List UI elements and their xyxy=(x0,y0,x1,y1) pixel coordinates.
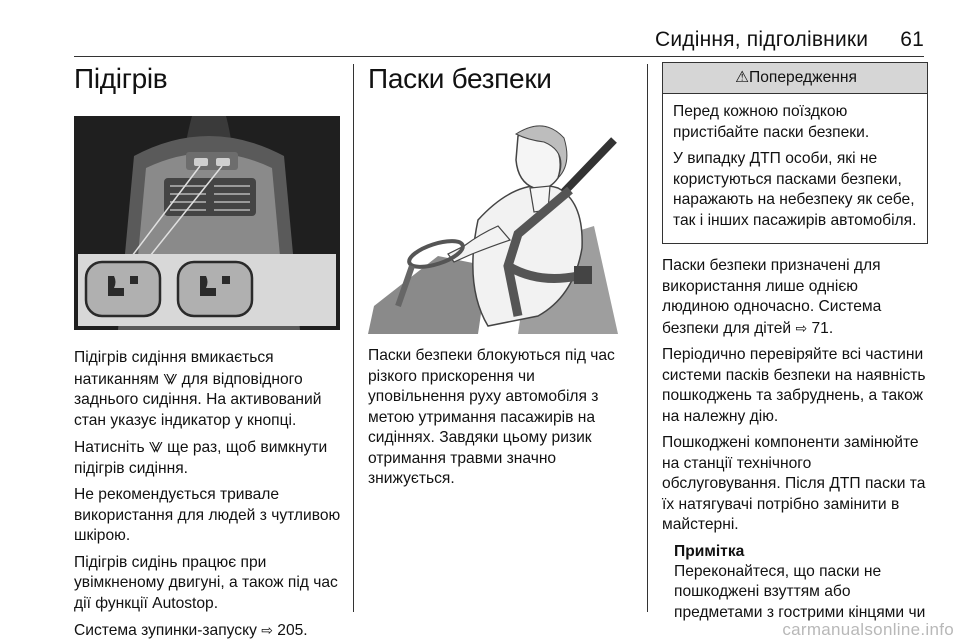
warning-body xyxy=(663,94,927,243)
paragraph-heating-3: Не рекомендується тривале використання для людей з чутливою шкірою. xyxy=(74,486,341,544)
warning-title: Попередження xyxy=(749,69,857,86)
column-warning xyxy=(662,62,928,629)
warning-triangle-icon: ⚠ xyxy=(735,69,750,86)
running-head xyxy=(655,28,924,52)
paragraph-heating-2: Натисніть ⨈ ще раз, щоб вимкнути підігрів сидіння. xyxy=(74,439,328,477)
warning-header xyxy=(663,63,927,94)
paragraph-belts-3: Пошкоджені компоненти замінюйте на станції технічного обслуговування. Після ДТП паски та їх натягувачі потрібно замінити в майстерні. xyxy=(662,434,926,533)
paragraph-belts-1: Паски безпеки призначені для використання лише однією людиною одночасно. Система безпеки для дітей ⇨ 71. xyxy=(662,257,882,337)
watermark: carmanualsonline.info xyxy=(782,620,954,639)
column-divider-1 xyxy=(353,64,354,612)
paragraph-belts-2: Періодично перевіряйте всі частини системи пасків безпеки на наявність пошкоджень та забруднень, а також на належну дію. xyxy=(662,346,926,425)
column-seat-belts xyxy=(368,62,634,496)
paragraph-heating-1: Підігрів сидіння вмикається натиканням ⨈ для відповідного заднього сидіння. На активований стан указує індикатор у кнопці. xyxy=(74,349,322,429)
note-title: Примітка xyxy=(674,542,745,560)
column-divider-2 xyxy=(647,64,648,612)
paragraph-heating-4: Підігрів сидінь працює при увімкненому двигуні, а також під час дії функції Autostop. xyxy=(74,553,338,612)
heated-seat-icon: ⨈ xyxy=(148,439,163,455)
paragraph-seat-belts: Паски безпеки блокуються під час різкого прискорення чи уповільнення руху автомобіля з метою утримання пасажирів на сидіннях. Завдяки цьому ризик отримання травми значно знижується. xyxy=(368,347,615,487)
note-body: Переконайтеся, що паски не пошкоджені взуттям або предметами з гострими кінцями чи xyxy=(674,562,926,621)
page-number: 61 xyxy=(900,28,924,51)
heated-seat-icon: ⨈ xyxy=(163,370,178,387)
header-title: Сидіння, підголівники xyxy=(654,28,869,51)
section-heading-heating: Підігрів xyxy=(74,63,168,94)
seatbelt-driver-illustration xyxy=(368,116,634,334)
warning-box xyxy=(662,62,928,244)
header-rule xyxy=(74,56,924,57)
column-heated-seats xyxy=(74,62,344,642)
page-reference-icon[interactable]: ⇨ xyxy=(261,622,273,638)
rear-console-illustration xyxy=(74,116,340,330)
warning-paragraph-1: Перед кожною поїздкою пристібайте паски безпеки. xyxy=(673,103,870,141)
page-reference-icon[interactable]: ⇨ xyxy=(795,319,808,336)
section-heading-seat-belts: Паски безпеки xyxy=(368,63,552,94)
warning-paragraph-2: У випадку ДТП особи, які не користуються пасками безпеки, наражають на небезпеку як себе, так і інших пасажирів автомобіля. xyxy=(673,150,917,229)
paragraph-heating-5: Система зупинки-запуску ⇨ 205. xyxy=(74,622,308,639)
